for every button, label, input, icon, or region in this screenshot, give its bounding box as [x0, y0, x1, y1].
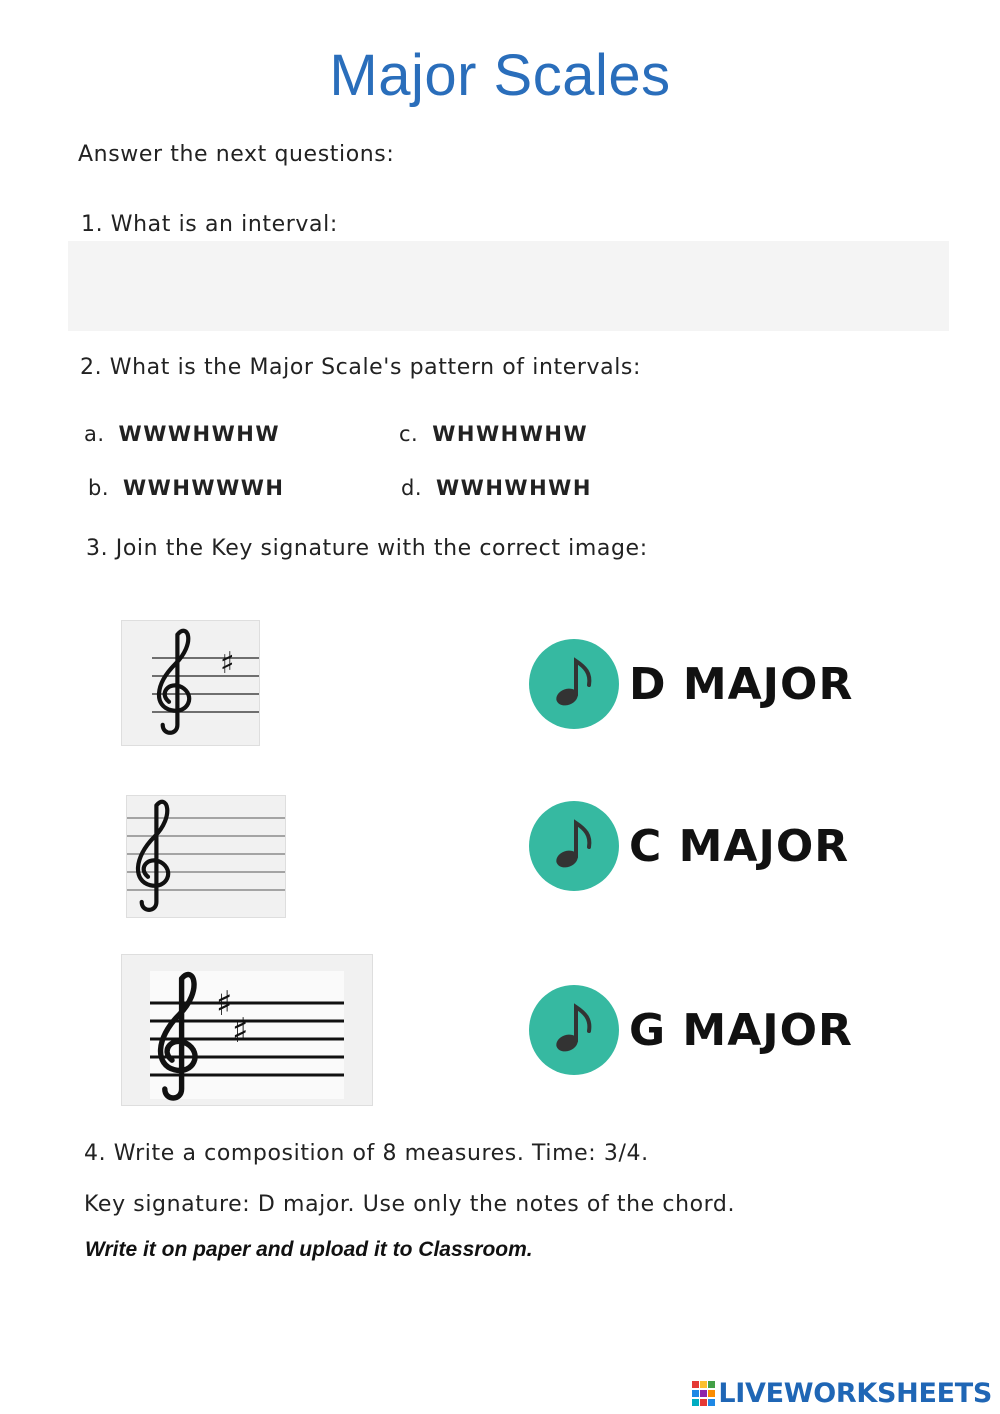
treble-clef-two-sharps-image[interactable] — [121, 954, 373, 1106]
key-label-text: D MAJOR — [629, 658, 854, 710]
key-signature-instructions: Key signature: D major. Use only the notes of the chord. — [84, 1192, 736, 1217]
option-letter: c. — [399, 422, 419, 446]
option-a[interactable] — [84, 422, 280, 446]
instructions: Answer the next questions: — [78, 142, 395, 167]
brand-text: LIVEWORKSHEETS — [718, 1378, 992, 1409]
option-value: WWWHWHW — [118, 422, 281, 446]
eighth-note-icon — [529, 801, 619, 891]
brand-logo[interactable] — [692, 1378, 992, 1409]
option-value: WWHWWWH — [123, 476, 285, 500]
option-letter: d. — [401, 476, 423, 500]
option-value: WWHWHWH — [436, 476, 592, 500]
eighth-note-icon — [529, 985, 619, 1075]
page-title: Major Scales — [329, 43, 671, 108]
option-letter: b. — [88, 476, 110, 500]
key-label-text: C MAJOR — [629, 820, 850, 872]
treble-clef-no-sharps-image[interactable] — [126, 795, 286, 918]
question-1: 1. What is an interval: — [81, 212, 338, 237]
sharp-icon: ♯ — [232, 1011, 249, 1051]
key-label-row-2[interactable] — [529, 801, 849, 891]
interval-answer-input[interactable] — [68, 241, 949, 331]
eighth-note-icon — [529, 639, 619, 729]
liveworksheets-logo-icon — [692, 1381, 716, 1407]
key-label-row-1[interactable] — [529, 639, 853, 729]
treble-clef-one-sharp-image[interactable] — [121, 620, 260, 746]
upload-note: Write it on paper and upload it to Classroom. — [85, 1238, 533, 1261]
option-c[interactable] — [399, 422, 588, 446]
option-b[interactable] — [88, 476, 284, 500]
key-label-row-3[interactable] — [529, 985, 853, 1075]
question-4: 4. Write a composition of 8 measures. Time: 3/4. — [84, 1141, 649, 1166]
question-2: 2. What is the Major Scale's pattern of intervals: — [80, 355, 641, 380]
sharp-icon: ♯ — [220, 646, 235, 681]
option-d[interactable] — [401, 476, 592, 500]
key-label-text: G MAJOR — [629, 1004, 853, 1056]
question-3: 3. Join the Key signature with the correct image: — [86, 536, 648, 561]
option-letter: a. — [84, 422, 105, 446]
sharp-icon: ♯ — [216, 984, 233, 1024]
treble-clef-icon — [159, 631, 189, 733]
option-value: WHWHWHW — [432, 422, 589, 446]
